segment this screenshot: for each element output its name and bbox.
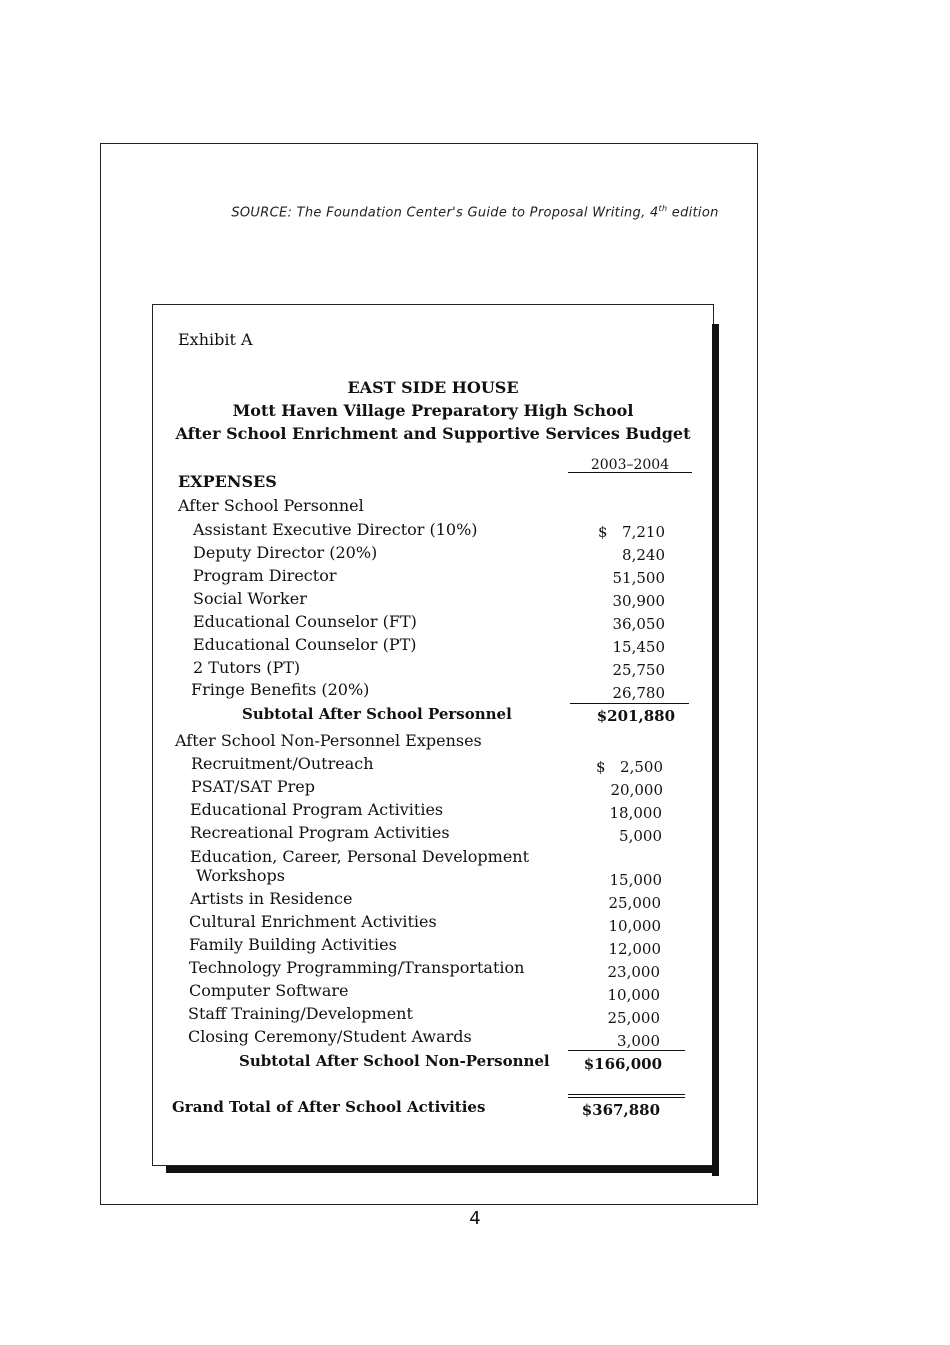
line-item-amount: 15,450 (612, 638, 665, 656)
budget-title: After School Enrichment and Supportive Services Budget (175, 424, 691, 443)
line-item-amount: 5,000 (619, 827, 662, 845)
non-personnel-heading: After School Non-Personnel Expenses (175, 731, 482, 750)
line-item-amount: 51,500 (612, 569, 665, 587)
line-item-amount: 18,000 (609, 804, 662, 822)
box-shadow-right (712, 324, 719, 1176)
line-item-amount: $ 7,210 (598, 523, 665, 541)
line-item-amount: 15,000 (609, 871, 662, 889)
page-number: 4 (469, 1208, 481, 1229)
column-header: 2003–2004 (590, 457, 670, 473)
line-item-label: Fringe Benefits (20%) (191, 680, 370, 699)
line-item-label: PSAT/SAT Prep (191, 777, 315, 796)
line-item-label: Technology Programming/Transportation (189, 958, 525, 977)
line-item-amount: 3,000 (617, 1032, 660, 1050)
line-item-label: Deputy Director (20%) (193, 543, 378, 562)
line-item-amount: 8,240 (622, 546, 665, 564)
personnel-subtotal-amount: $201,880 (596, 707, 675, 725)
line-item-amount: 10,000 (607, 986, 660, 1004)
line-item-label: Education, Career, Personal Development (190, 847, 530, 866)
line-item-amount: 23,000 (607, 963, 660, 981)
personnel-subtotal-label: Subtotal After School Personnel (242, 705, 512, 723)
line-item-label: 2 Tutors (PT) (193, 658, 301, 677)
line-item-label: Educational Counselor (PT) (193, 635, 417, 654)
line-item-label: Recreational Program Activities (190, 823, 450, 842)
grand-total-rule (568, 1094, 685, 1095)
line-item-amount: 12,000 (608, 940, 661, 958)
line-item-amount: 25,000 (608, 894, 661, 912)
line-item-amount: 25,750 (612, 661, 665, 679)
box-shadow-bottom (166, 1166, 719, 1173)
non-personnel-subtotal-amount: $166,000 (583, 1055, 662, 1073)
line-item-amount: 20,000 (610, 781, 663, 799)
line-item-label: Computer Software (189, 981, 349, 1000)
org-title: EAST SIDE HOUSE (347, 378, 519, 397)
line-item-amount: 25,000 (607, 1009, 660, 1027)
source-citation: SOURCE: The Foundation Center's Guide to Proposal Writing, 4th edition (231, 204, 719, 221)
grand-total-label: Grand Total of After School Activities (172, 1098, 486, 1116)
line-item-label: Program Director (193, 566, 337, 585)
non-personnel-subtotal-label: Subtotal After School Non-Personnel (239, 1052, 550, 1070)
line-item-label: Assistant Executive Director (10%) (193, 520, 478, 539)
header-underline (568, 472, 692, 473)
line-item-label: Social Worker (193, 589, 307, 608)
line-item-amount: 36,050 (612, 615, 665, 633)
line-item-label: Artists in Residence (190, 889, 353, 908)
line-item-label: Educational Program Activities (190, 800, 444, 819)
line-item-amount: 30,900 (612, 592, 665, 610)
line-item-amount: 10,000 (608, 917, 661, 935)
line-item-label: Closing Ceremony/Student Awards (188, 1027, 472, 1046)
subtotal-rule (568, 1050, 685, 1051)
line-item-label: Cultural Enrichment Activities (189, 912, 437, 931)
school-title: Mott Haven Village Preparatory High School (232, 401, 634, 420)
subtotal-rule (570, 703, 689, 704)
line-item-label: Educational Counselor (FT) (193, 612, 417, 631)
line-item-amount: 26,780 (612, 684, 665, 702)
personnel-heading: After School Personnel (178, 496, 364, 515)
line-item-label: Staff Training/Development (188, 1004, 413, 1023)
expenses-label: EXPENSES (178, 472, 277, 491)
grand-total-rule (568, 1097, 685, 1098)
line-item-amount: $ 2,500 (596, 758, 663, 776)
line-item-label: Recruitment/Outreach (191, 754, 374, 773)
line-item-label: Family Building Activities (189, 935, 397, 954)
line-item-label-continued: Workshops (196, 866, 285, 885)
exhibit-label: Exhibit A (178, 330, 253, 349)
grand-total-amount: $367,880 (581, 1101, 660, 1119)
